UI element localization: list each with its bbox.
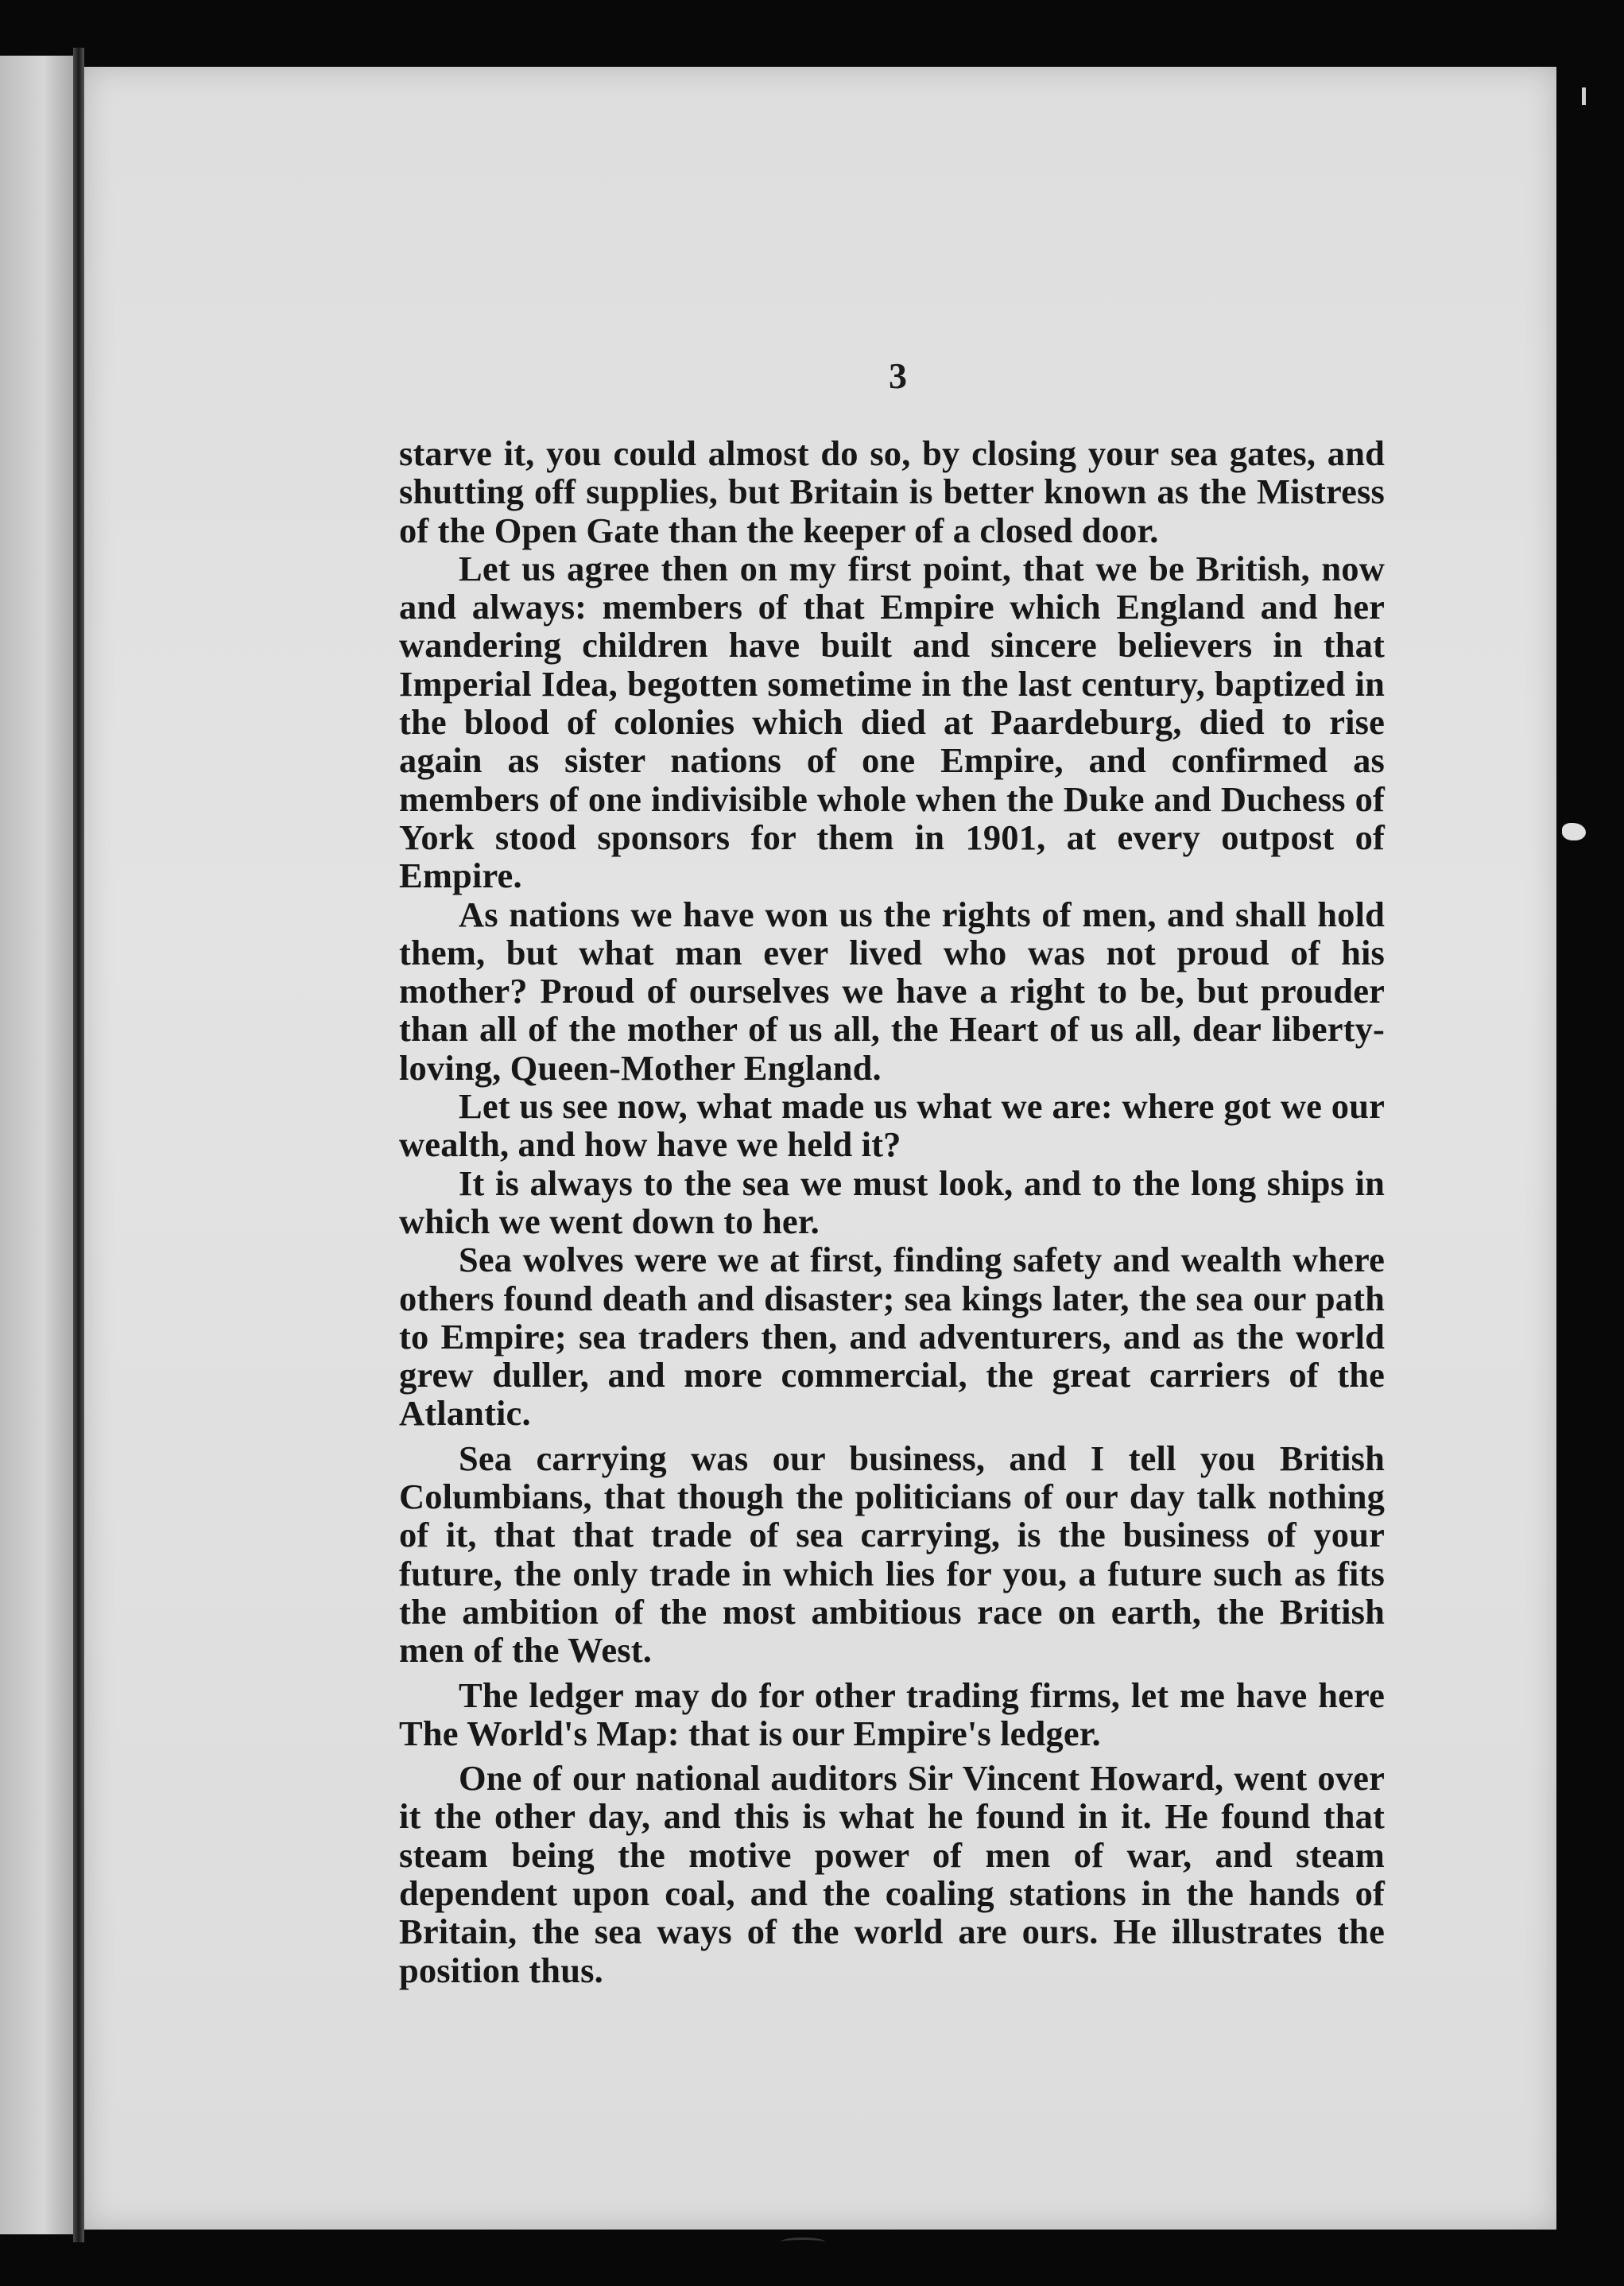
page-number: 3: [889, 355, 907, 396]
scan-edge-mark: [1562, 823, 1586, 840]
paragraph: Let us see now, what made us what we are: where got we our wealth, and how have we held it?: [399, 1086, 1385, 1165]
paragraph: Let us agree then on my first point, that we be British, now and always: members of that Empire which England and her wandering children have built and sincere believers in that Imperial Idea, begotten sometime in the last century, baptized in the blood of colonies which died at Paardeburg, died to rise again as sister nations of one Empire, and confirmed as members of one indivisible whole when the Duke and Duchess of York stood sponsors for them in 1901, at every outpost of Empire.: [399, 548, 1385, 896]
paragraph: One of our national auditors Sir Vincent Howard, went over it the other day, and this is what he found in it. He found that steam being the motive power of men of war, and steam dependent upon coal, and the coaling stations in the hands of Britain, the sea ways of the world are ours. He illustrates the position thus.: [399, 1758, 1385, 1990]
book-gutter: [73, 48, 84, 2242]
paragraph: It is always to the sea we must look, and to the long ships in which we went down to her.: [399, 1162, 1385, 1241]
book-page: [84, 67, 1556, 2230]
paragraph: Sea wolves were we at first, finding safety and wealth where others found death and disaster; sea kings later, the sea our path to Empire; sea traders then, and adventurers, and as the world grew duller, and more commercial, the great carriers of the Atlantic.: [399, 1240, 1385, 1434]
facing-page-edge: [0, 56, 73, 2234]
paragraph: The ledger may do for other trading firms, let me have here The World's Map: that is our Empire's ledger.: [399, 1675, 1385, 1753]
scan-edge-mark: [1582, 87, 1586, 105]
paragraph: Sea carrying was our business, and I tell you British Columbians, that though the politicians of our day talk nothing of it, that that trade of sea carrying, is the business of your future, the only trade in which lies for you, a future such as fits the ambition of the most ambitious race on earth, the British men of the West.: [399, 1438, 1385, 1671]
body-text: [399, 434, 1385, 1989]
paragraph: starve it, you could almost do so, by closing your sea gates, and shutting off supplies, but Britain is better known as the Mistress of the Open Gate than the keeper of a closed door.: [399, 433, 1385, 550]
paragraph: As nations we have won us the rights of men, and shall hold them, but what man ever lived who was not proud of his mother? Proud of ourselves we have a right to be, but prouder than all of the mother of us all, the Heart of us all, dear liberty-loving, Queen-Mother England.: [399, 894, 1385, 1088]
printer-mark: [781, 2237, 825, 2246]
